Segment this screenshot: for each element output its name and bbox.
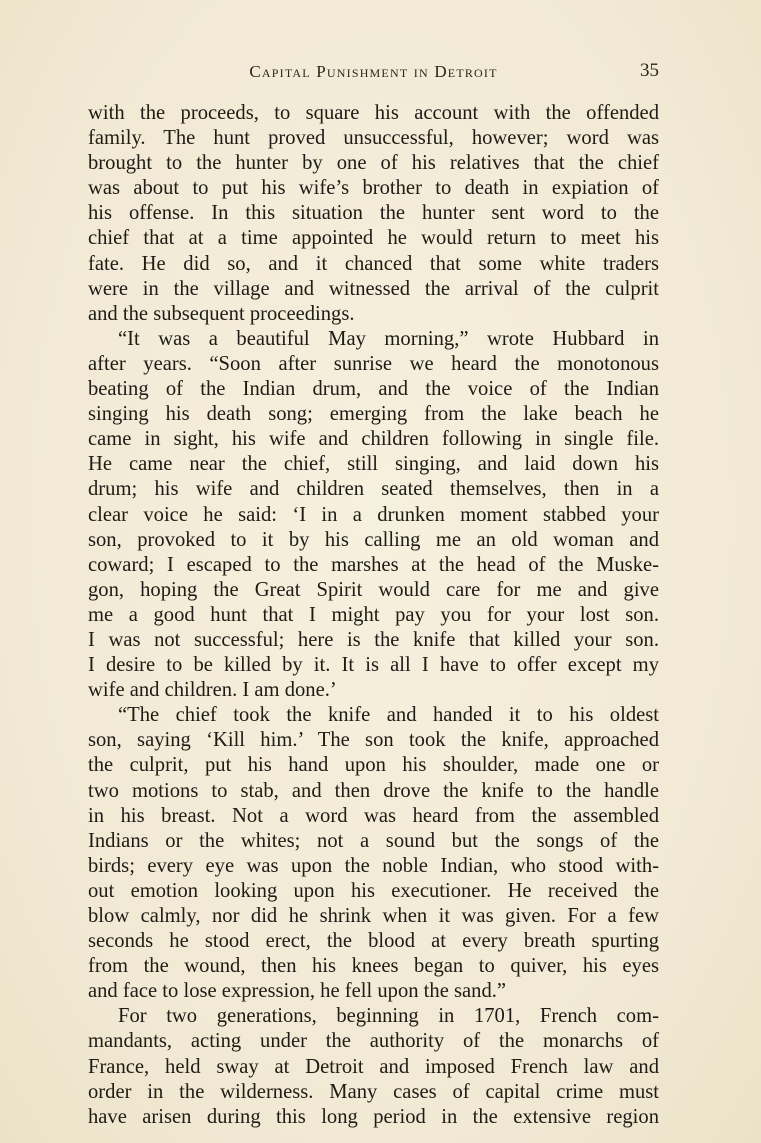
text-line: France, held sway at Detroit and imposed French law and [88, 1055, 659, 1078]
body-text [88, 101, 659, 1130]
text-line: blow calmly, nor did he shrink when it was given. For a few [88, 905, 659, 927]
text-line: brought to the hunter by one of his relatives that the chief [88, 152, 659, 175]
text-line: drum; his wife and children seated themselves, then in a [88, 478, 659, 501]
text-line: son, provoked to it by his calling me an old woman and [88, 528, 659, 551]
text-line: were in the village and witnessed the arrival of the culprit [88, 277, 659, 300]
text-line: and face to lose expression, he fell upon the sand.” [88, 980, 507, 1003]
text-line: He came near the chief, still singing, and laid down his [88, 453, 659, 476]
text-line: the culprit, put his hand upon his shoulder, made one or [88, 754, 659, 777]
text-line: his offense. In this situation the hunter sent word to the [88, 202, 659, 225]
text-line: gon, hoping the Great Spirit would care for me and give [88, 578, 659, 601]
text-line: from the wound, then his knees began to quiver, his eyes [88, 955, 659, 978]
text-line: I was not successful; here is the knife that killed your son. [88, 628, 659, 651]
text-line: fate. He did so, and it chanced that some white traders [88, 252, 659, 275]
text-line: family. The hunt proved unsuccessful, however; word was [88, 127, 659, 150]
page-number: 35 [640, 60, 659, 81]
text-line: chief that at a time appointed he would return to meet his [88, 227, 659, 250]
text-line: seconds he stood erect, the blood at every breath spurting [88, 930, 659, 953]
text-line: two motions to stab, and then drove the knife to the handle [88, 779, 659, 802]
running-head [88, 60, 659, 86]
text-line: For two generations, beginning in 1701, French com- [118, 1005, 659, 1028]
text-line: order in the wilderness. Many cases of capital crime must [88, 1080, 659, 1103]
text-line: came in sight, his wife and children following in single file. [88, 428, 659, 451]
text-line: coward; I escaped to the marshes at the head of the Muske- [88, 553, 659, 576]
text-line: wife and children. I am done.’ [88, 679, 337, 702]
text-line: I desire to be killed by it. It is all I have to offer except my [88, 654, 659, 677]
text-line: mandants, acting under the authority of the monarchs of [88, 1030, 659, 1053]
text-line: clear voice he said: ‘I in a drunken moment stabbed your [88, 503, 659, 526]
text-line: in his breast. Not a word was heard from the assembled [88, 804, 659, 827]
text-line: son, saying ‘Kill him.’ The son took the knife, approached [88, 729, 659, 752]
text-line: “The chief took the knife and handed it to his oldest [118, 704, 659, 727]
text-line: have arisen during this long period in the extensive region [88, 1105, 659, 1128]
text-line: birds; every eye was upon the noble Indian, who stood with- [88, 854, 659, 877]
text-line: singing his death song; emerging from the lake beach he [88, 403, 659, 426]
text-line: beating of the Indian drum, and the voice of the Indian [88, 378, 659, 401]
text-line: and the subsequent proceedings. [88, 302, 355, 325]
text-line: after years. “Soon after sunrise we heard the monotonous [88, 352, 659, 375]
running-title: Capital Punishment in Detroit [249, 62, 498, 81]
text-line: with the proceeds, to square his account with the offended [88, 102, 659, 124]
text-line: “It was a beautiful May morning,” wrote Hubbard in [118, 327, 659, 350]
text-line: Indians or the whites; not a sound but the songs of the [88, 829, 659, 852]
text-line: was about to put his wife’s brother to death in expiation of [88, 177, 659, 200]
text-line: me a good hunt that I might pay you for your lost son. [88, 603, 659, 626]
text-line: out emotion looking upon his executioner. He received the [88, 879, 659, 902]
